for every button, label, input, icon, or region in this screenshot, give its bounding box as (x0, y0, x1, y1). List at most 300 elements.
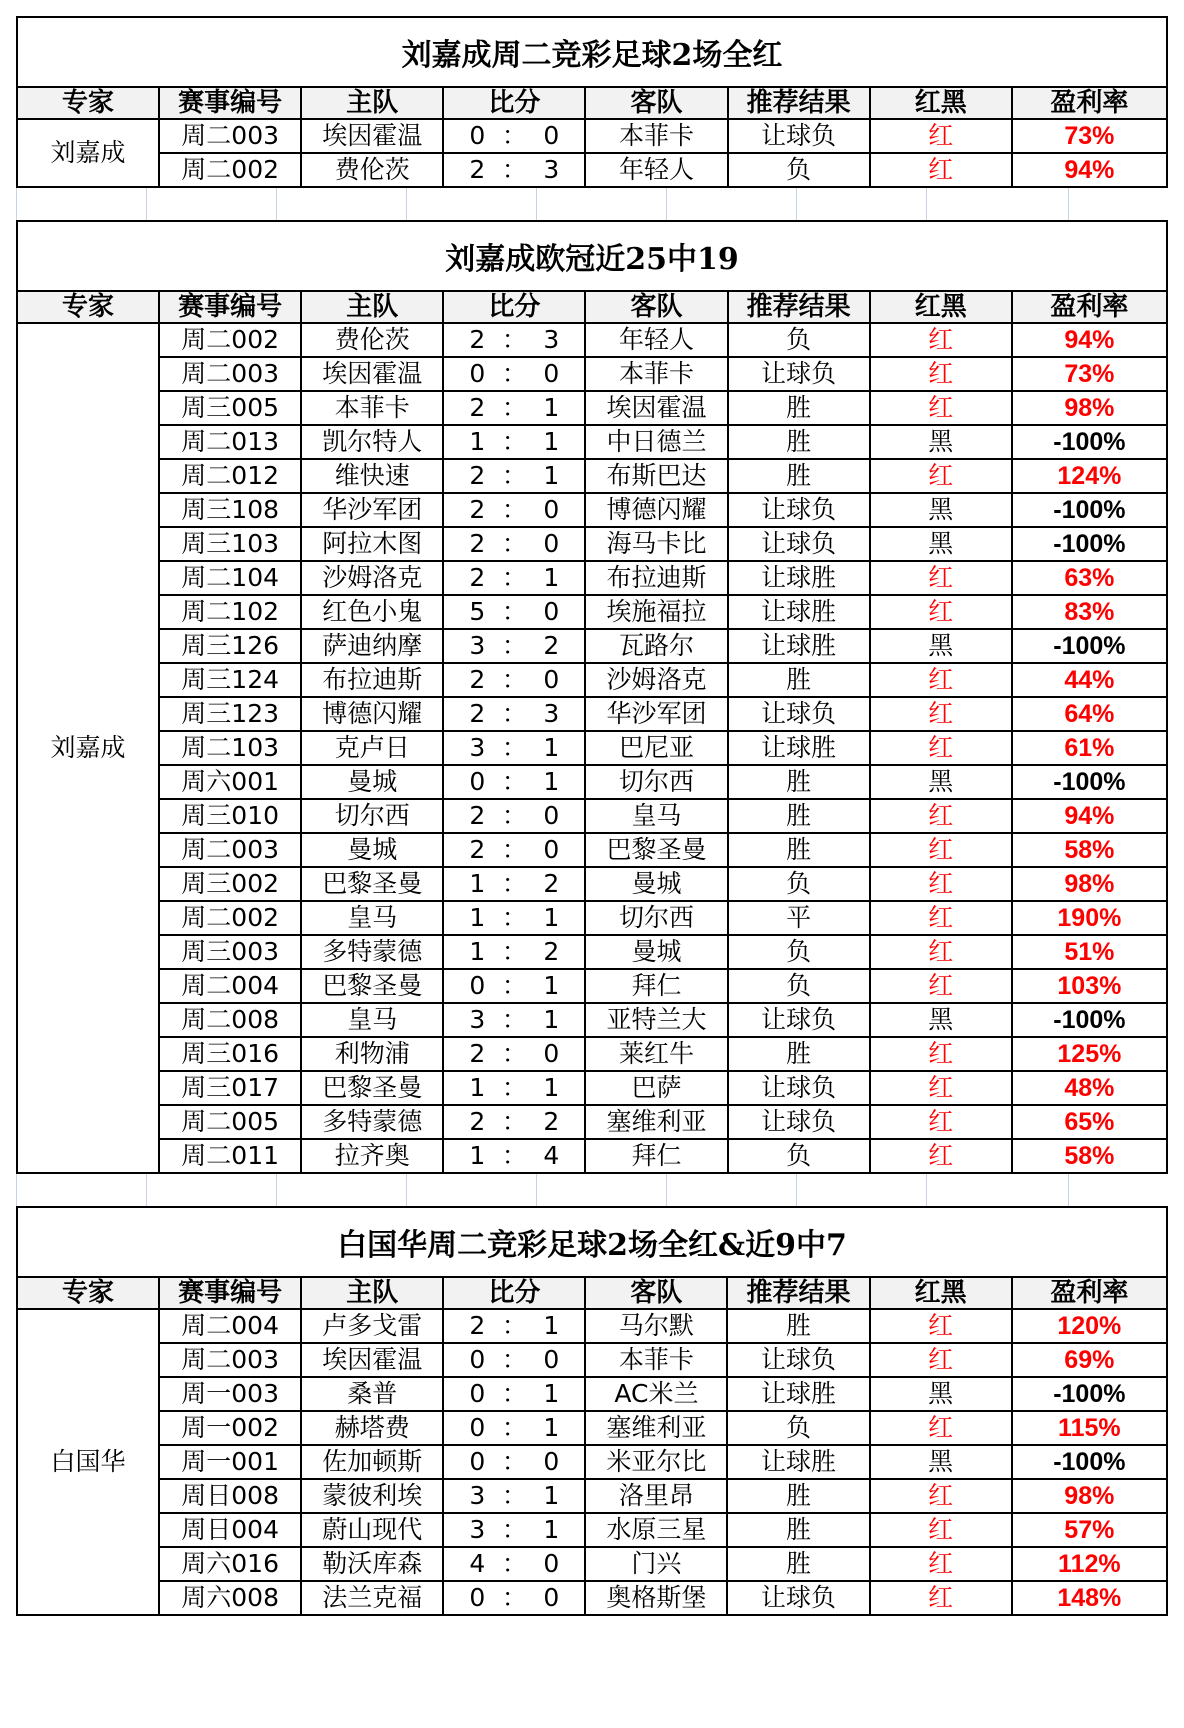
header-profit: 盈利率 (1012, 1277, 1167, 1309)
away-team: 埃因霍温 (585, 391, 727, 425)
score (443, 153, 585, 187)
match-id: 周二104 (159, 561, 301, 595)
home-score: 2 (469, 495, 486, 524)
table-row (17, 1309, 1167, 1343)
table-row (17, 425, 1167, 459)
section-table (16, 220, 1168, 1174)
profit-rate: 98% (1012, 391, 1167, 425)
home-score: 0 (469, 359, 486, 388)
red-black-mark: 红 (870, 153, 1012, 187)
match-id: 周二004 (159, 1309, 301, 1343)
home-score: 2 (469, 699, 486, 728)
table-row (17, 765, 1167, 799)
score-separator: ： (501, 631, 527, 660)
match-id: 周二012 (159, 459, 301, 493)
home-score: 2 (469, 461, 486, 490)
score-separator: ： (501, 903, 527, 932)
spacer-cell (927, 1174, 1069, 1206)
score (443, 901, 585, 935)
home-team: 多特蒙德 (301, 1105, 443, 1139)
away-score: 0 (543, 1549, 560, 1578)
home-team: 沙姆洛克 (301, 561, 443, 595)
away-score: 0 (543, 1583, 560, 1612)
score (443, 1105, 585, 1139)
header-away-team: 客队 (585, 291, 727, 323)
score (443, 1343, 585, 1377)
home-team: 皇马 (301, 1003, 443, 1037)
home-team: 拉齐奥 (301, 1139, 443, 1173)
score-box (454, 732, 574, 764)
match-id: 周二002 (159, 153, 301, 187)
header-pick: 推荐结果 (728, 87, 870, 119)
home-score: 0 (469, 1379, 486, 1408)
away-score: 3 (543, 325, 560, 354)
table-row (17, 561, 1167, 595)
profit-rate: -100% (1012, 765, 1167, 799)
pick-result: 负 (728, 153, 870, 187)
home-score: 1 (469, 869, 486, 898)
away-score: 1 (543, 427, 560, 456)
pick-result: 胜 (728, 765, 870, 799)
away-team: 巴黎圣曼 (585, 833, 727, 867)
score (443, 527, 585, 561)
spacer-cell (277, 188, 407, 220)
table-row (17, 1105, 1167, 1139)
home-score: 0 (469, 971, 486, 1000)
score-separator: ： (501, 1447, 527, 1476)
score-box (454, 1446, 574, 1478)
home-score: 2 (469, 1311, 486, 1340)
profit-rate: -100% (1012, 425, 1167, 459)
header-profit: 盈利率 (1012, 291, 1167, 323)
title-row (17, 1207, 1167, 1277)
profit-rate: 124% (1012, 459, 1167, 493)
score (443, 1139, 585, 1173)
away-team: AC米兰 (585, 1377, 727, 1411)
home-team: 佐加顿斯 (301, 1445, 443, 1479)
pick-result: 胜 (727, 1309, 869, 1343)
away-score: 0 (543, 801, 560, 830)
score (443, 1309, 585, 1343)
score-box (454, 460, 574, 492)
score-separator: ： (501, 665, 527, 694)
section-title: 刘嘉成欧冠近25中19 (17, 221, 1167, 291)
home-score: 1 (469, 903, 486, 932)
pick-result: 胜 (728, 663, 870, 697)
score-separator: ： (501, 971, 527, 1000)
score (443, 1547, 585, 1581)
home-team: 阿拉木图 (301, 527, 443, 561)
table-row (17, 459, 1167, 493)
pick-result: 胜 (728, 391, 870, 425)
home-team: 克卢日 (301, 731, 443, 765)
pick-result: 让球胜 (728, 595, 870, 629)
away-score: 1 (543, 971, 560, 1000)
score (443, 391, 585, 425)
home-team: 巴黎圣曼 (301, 969, 443, 1003)
table-row (17, 731, 1167, 765)
score-separator: ： (501, 1107, 527, 1136)
match-id: 周一002 (159, 1411, 301, 1445)
pick-result: 让球负 (728, 357, 870, 391)
away-score: 0 (543, 835, 560, 864)
away-score: 2 (543, 1107, 560, 1136)
away-team: 博德闪耀 (585, 493, 727, 527)
profit-rate: 112% (1012, 1547, 1167, 1581)
home-team: 费伦茨 (301, 153, 443, 187)
score-box (454, 324, 574, 356)
home-score: 3 (469, 1481, 486, 1510)
away-score: 2 (543, 937, 560, 966)
home-team: 赫塔费 (301, 1411, 443, 1445)
pick-result: 负 (728, 935, 870, 969)
home-team: 蒙彼利埃 (301, 1479, 443, 1513)
header-row (17, 1277, 1167, 1309)
score-separator: ： (501, 1311, 527, 1340)
pick-result: 胜 (728, 799, 870, 833)
score (443, 1411, 585, 1445)
expert-name: 刘嘉成 (17, 119, 159, 187)
profit-rate: 57% (1012, 1513, 1167, 1547)
score-separator: ： (501, 155, 527, 184)
home-team: 维快速 (301, 459, 443, 493)
table-row (17, 119, 1167, 153)
pick-result: 让球负 (728, 527, 870, 561)
table-row (17, 391, 1167, 425)
score-box (454, 868, 574, 900)
table-row (17, 493, 1167, 527)
score-box (454, 698, 574, 730)
table-row (17, 1003, 1167, 1037)
score-separator: ： (501, 1073, 527, 1102)
section-table (16, 16, 1168, 188)
away-team: 年轻人 (585, 323, 727, 357)
score (443, 731, 585, 765)
away-team: 拜仁 (585, 969, 727, 1003)
expert-name: 白国华 (17, 1309, 159, 1615)
away-team: 莱红牛 (585, 1037, 727, 1071)
score (443, 1513, 585, 1547)
match-id: 周三126 (159, 629, 301, 663)
home-team: 红色小鬼 (301, 595, 443, 629)
expert-name: 刘嘉成 (17, 323, 159, 1173)
red-black-mark: 黑 (870, 493, 1012, 527)
away-score: 1 (543, 393, 560, 422)
away-team: 本菲卡 (585, 357, 727, 391)
away-team: 埃施福拉 (585, 595, 727, 629)
table-row (17, 629, 1167, 663)
away-team: 年轻人 (585, 153, 727, 187)
score-box (454, 902, 574, 934)
away-team: 水原三星 (585, 1513, 727, 1547)
red-black-mark: 红 (870, 1581, 1012, 1615)
red-black-mark: 红 (870, 459, 1012, 493)
score (443, 969, 585, 1003)
spacer-cell (147, 188, 277, 220)
profit-rate: -100% (1012, 527, 1167, 561)
spacer-cell (667, 188, 797, 220)
profit-rate: 73% (1012, 119, 1167, 153)
match-id: 周三124 (159, 663, 301, 697)
title-row (17, 221, 1167, 291)
home-team: 巴黎圣曼 (301, 1071, 443, 1105)
match-id: 周日008 (159, 1479, 301, 1513)
header-match-id: 赛事编号 (159, 291, 301, 323)
away-score: 1 (543, 733, 560, 762)
away-score: 1 (543, 1515, 560, 1544)
score (443, 323, 585, 357)
match-id: 周三003 (159, 935, 301, 969)
away-team: 海马卡比 (585, 527, 727, 561)
score (443, 697, 585, 731)
pick-result: 让球负 (728, 1003, 870, 1037)
away-team: 本菲卡 (585, 119, 727, 153)
profit-rate: 125% (1012, 1037, 1167, 1071)
away-score: 0 (543, 121, 560, 150)
score-box (454, 1038, 574, 1070)
home-score: 0 (469, 767, 486, 796)
home-score: 5 (469, 597, 486, 626)
home-team: 费伦茨 (301, 323, 443, 357)
spacer-cell (407, 188, 537, 220)
match-id: 周三123 (159, 697, 301, 731)
away-team: 曼城 (585, 935, 727, 969)
away-score: 1 (543, 1005, 560, 1034)
table-row (17, 153, 1167, 187)
match-id: 周三010 (159, 799, 301, 833)
away-team: 曼城 (585, 867, 727, 901)
score-box (454, 120, 574, 152)
home-team: 曼城 (301, 765, 443, 799)
score-separator: ： (501, 495, 527, 524)
profit-rate: 120% (1012, 1309, 1167, 1343)
away-team: 门兴 (585, 1547, 727, 1581)
score-box (454, 494, 574, 526)
home-score: 3 (469, 1005, 486, 1034)
profit-rate: 103% (1012, 969, 1167, 1003)
away-score: 1 (543, 1379, 560, 1408)
profit-rate: 44% (1012, 663, 1167, 697)
red-black-mark: 红 (870, 969, 1012, 1003)
score-separator: ： (501, 869, 527, 898)
score (443, 765, 585, 799)
profit-rate: 94% (1012, 799, 1167, 833)
score-box (454, 358, 574, 390)
table-row (17, 799, 1167, 833)
match-id: 周二008 (159, 1003, 301, 1037)
home-team: 本菲卡 (301, 391, 443, 425)
score (443, 493, 585, 527)
table-row (17, 867, 1167, 901)
red-black-mark: 红 (870, 561, 1012, 595)
match-id: 周日004 (159, 1513, 301, 1547)
home-team: 凯尔特人 (301, 425, 443, 459)
spacer-cell (17, 188, 147, 220)
score (443, 119, 585, 153)
away-score: 1 (543, 1481, 560, 1510)
red-black-mark: 黑 (870, 527, 1012, 561)
match-id: 周三108 (159, 493, 301, 527)
home-score: 0 (469, 1583, 486, 1612)
away-team: 华沙军团 (585, 697, 727, 731)
score-separator: ： (501, 121, 527, 150)
match-id: 周三002 (159, 867, 301, 901)
red-black-mark: 黑 (870, 1003, 1012, 1037)
pick-result: 让球负 (728, 1105, 870, 1139)
pick-result: 胜 (727, 1547, 869, 1581)
home-team: 卢多戈雷 (301, 1309, 443, 1343)
score-separator: ： (501, 1379, 527, 1408)
score-box (454, 1310, 574, 1342)
score-box (454, 1106, 574, 1138)
score (443, 1003, 585, 1037)
profit-rate: 61% (1012, 731, 1167, 765)
away-team: 沙姆洛克 (585, 663, 727, 697)
pick-result: 让球负 (728, 119, 870, 153)
match-id: 周二011 (159, 1139, 301, 1173)
score (443, 867, 585, 901)
away-score: 0 (543, 1447, 560, 1476)
home-team: 桑普 (301, 1377, 443, 1411)
score (443, 425, 585, 459)
profit-rate: 94% (1012, 323, 1167, 357)
home-team: 萨迪纳摩 (301, 629, 443, 663)
header-expert: 专家 (17, 1277, 159, 1309)
table-row (17, 323, 1167, 357)
home-score: 1 (469, 937, 486, 966)
red-black-mark: 红 (870, 663, 1012, 697)
table-row (17, 833, 1167, 867)
match-id: 周二102 (159, 595, 301, 629)
away-team: 布拉迪斯 (585, 561, 727, 595)
table-row (17, 1513, 1167, 1547)
away-score: 0 (543, 529, 560, 558)
home-score: 2 (469, 835, 486, 864)
header-pick: 推荐结果 (728, 291, 870, 323)
table-row (17, 595, 1167, 629)
match-id: 周三005 (159, 391, 301, 425)
pick-result: 胜 (728, 425, 870, 459)
home-score: 1 (469, 1073, 486, 1102)
home-score: 0 (469, 1413, 486, 1442)
score (443, 459, 585, 493)
away-score: 1 (543, 1413, 560, 1442)
away-score: 1 (543, 563, 560, 592)
score-separator: ： (501, 597, 527, 626)
red-black-mark: 黑 (870, 425, 1012, 459)
spacer-cell (927, 188, 1069, 220)
profit-rate: 98% (1012, 1479, 1167, 1513)
pick-result: 负 (728, 323, 870, 357)
match-id: 周三016 (159, 1037, 301, 1071)
home-team: 埃因霍温 (301, 357, 443, 391)
match-id: 周三017 (159, 1071, 301, 1105)
score-separator: ： (501, 801, 527, 830)
red-black-mark: 红 (870, 391, 1012, 425)
home-score: 2 (469, 665, 486, 694)
score-box (454, 1378, 574, 1410)
score-box (454, 426, 574, 458)
match-id: 周一001 (159, 1445, 301, 1479)
spacer-cell (277, 1174, 407, 1206)
red-black-mark: 红 (870, 1343, 1012, 1377)
pick-result: 负 (728, 969, 870, 1003)
away-team: 瓦路尔 (585, 629, 727, 663)
profit-rate: 51% (1012, 935, 1167, 969)
profit-rate: 48% (1012, 1071, 1167, 1105)
spacer-cell (17, 1174, 147, 1206)
score-separator: ： (501, 359, 527, 388)
match-id: 周一003 (159, 1377, 301, 1411)
profit-rate: 58% (1012, 1139, 1167, 1173)
header-expert: 专家 (17, 291, 159, 323)
home-score: 2 (469, 801, 486, 830)
away-score: 0 (543, 597, 560, 626)
score (443, 1071, 585, 1105)
red-black-mark: 红 (870, 1037, 1012, 1071)
red-black-mark: 红 (870, 1411, 1012, 1445)
home-score: 4 (469, 1549, 486, 1578)
red-black-mark: 红 (870, 323, 1012, 357)
pick-result: 让球负 (728, 493, 870, 527)
score-separator: ： (501, 563, 527, 592)
home-team: 博德闪耀 (301, 697, 443, 731)
spacer-cell (797, 1174, 927, 1206)
score-separator: ： (501, 325, 527, 354)
home-team: 埃因霍温 (301, 119, 443, 153)
home-team: 布拉迪斯 (301, 663, 443, 697)
away-score: 0 (543, 1039, 560, 1068)
pick-result: 让球负 (727, 1343, 869, 1377)
score-box (454, 1004, 574, 1036)
away-score: 0 (543, 665, 560, 694)
home-score: 1 (469, 427, 486, 456)
away-score: 4 (543, 1141, 560, 1170)
header-red-black: 红黑 (870, 87, 1012, 119)
score (443, 1037, 585, 1071)
score-box (454, 1140, 574, 1172)
score-box (454, 1072, 574, 1104)
profit-rate: -100% (1012, 1377, 1167, 1411)
away-team: 布斯巴达 (585, 459, 727, 493)
score (443, 595, 585, 629)
away-score: 3 (543, 699, 560, 728)
pick-result: 让球负 (728, 1071, 870, 1105)
home-score: 3 (469, 733, 486, 762)
profit-rate: 64% (1012, 697, 1167, 731)
away-score: 0 (543, 1345, 560, 1374)
away-team: 米亚尔比 (585, 1445, 727, 1479)
score (443, 1581, 585, 1615)
match-id: 周二002 (159, 901, 301, 935)
spacer-row (16, 1174, 1169, 1206)
match-id: 周二003 (159, 833, 301, 867)
score-box (454, 970, 574, 1002)
profit-rate: 148% (1012, 1581, 1167, 1615)
header-row (17, 87, 1167, 119)
score-box (454, 1344, 574, 1376)
score (443, 357, 585, 391)
score (443, 629, 585, 663)
profit-rate: 63% (1012, 561, 1167, 595)
red-black-mark: 红 (870, 1547, 1012, 1581)
title-row (17, 17, 1167, 87)
match-id: 周二005 (159, 1105, 301, 1139)
table-row (17, 969, 1167, 1003)
home-team: 多特蒙德 (301, 935, 443, 969)
score-separator: ： (501, 937, 527, 966)
score-separator: ： (501, 393, 527, 422)
